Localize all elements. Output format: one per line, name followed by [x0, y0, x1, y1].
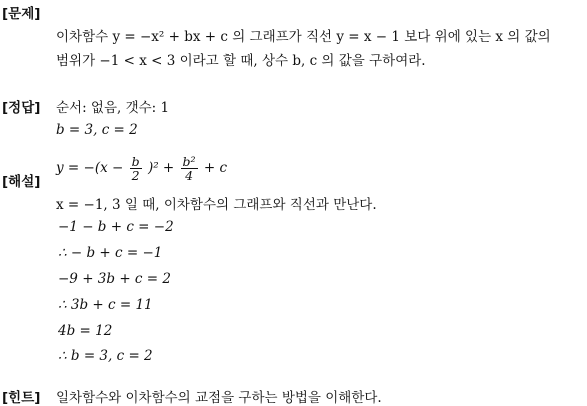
hint-line-1: 일차함수와 이차함수의 교점을 구하는 방법을 이해한다.: [56, 390, 382, 406]
solution-step-4: ∴ 3b + c = 11: [58, 297, 153, 313]
solution-step-1: −1 − b + c = −2: [58, 219, 174, 235]
eq-part-a: y = −(x −: [56, 160, 124, 177]
solution-step-2: ∴ − b + c = −1: [58, 245, 163, 261]
answer-line-1: 순서: 없음, 갯수: 1: [56, 100, 170, 116]
solution-step-5: 4b = 12: [58, 323, 113, 339]
answer-label: [정답]: [2, 100, 41, 116]
eq-part-b: )² +: [147, 160, 175, 177]
fraction-denominator: 2: [131, 168, 140, 184]
solution-label: [해설]: [2, 174, 41, 190]
problem-label: [문제]: [2, 6, 41, 22]
fraction-b-over-2: [130, 155, 142, 182]
fraction-numerator: b: [131, 154, 140, 169]
hint-label: [힌트]: [2, 390, 41, 406]
fraction-b2-over-4: [181, 155, 198, 182]
solution-line-2: x = −1, 3 일 때, 이차함수의 그래프와 직선과 만난다.: [56, 197, 377, 213]
problem-line-2: 범위가 −1 < x < 3 이라고 할 때, 상수 b, c 의 값을 구하여라.: [56, 53, 426, 69]
answer-line-2: b = 3, c = 2: [56, 122, 138, 138]
eq-part-c: + c: [203, 160, 228, 177]
solution-step-6: ∴ b = 3, c = 2: [58, 348, 153, 364]
solution-step-3: −9 + 3b + c = 2: [58, 271, 171, 287]
problem-line-1: 이차함수 y = −x² + bx + c 의 그래프가 직선 y = x − 1 보다 위에 있는 x 의 값의: [56, 29, 551, 45]
fraction-denominator: 4: [185, 168, 194, 184]
fraction-numerator: b²: [182, 154, 196, 169]
solution-equation: [56, 155, 227, 182]
